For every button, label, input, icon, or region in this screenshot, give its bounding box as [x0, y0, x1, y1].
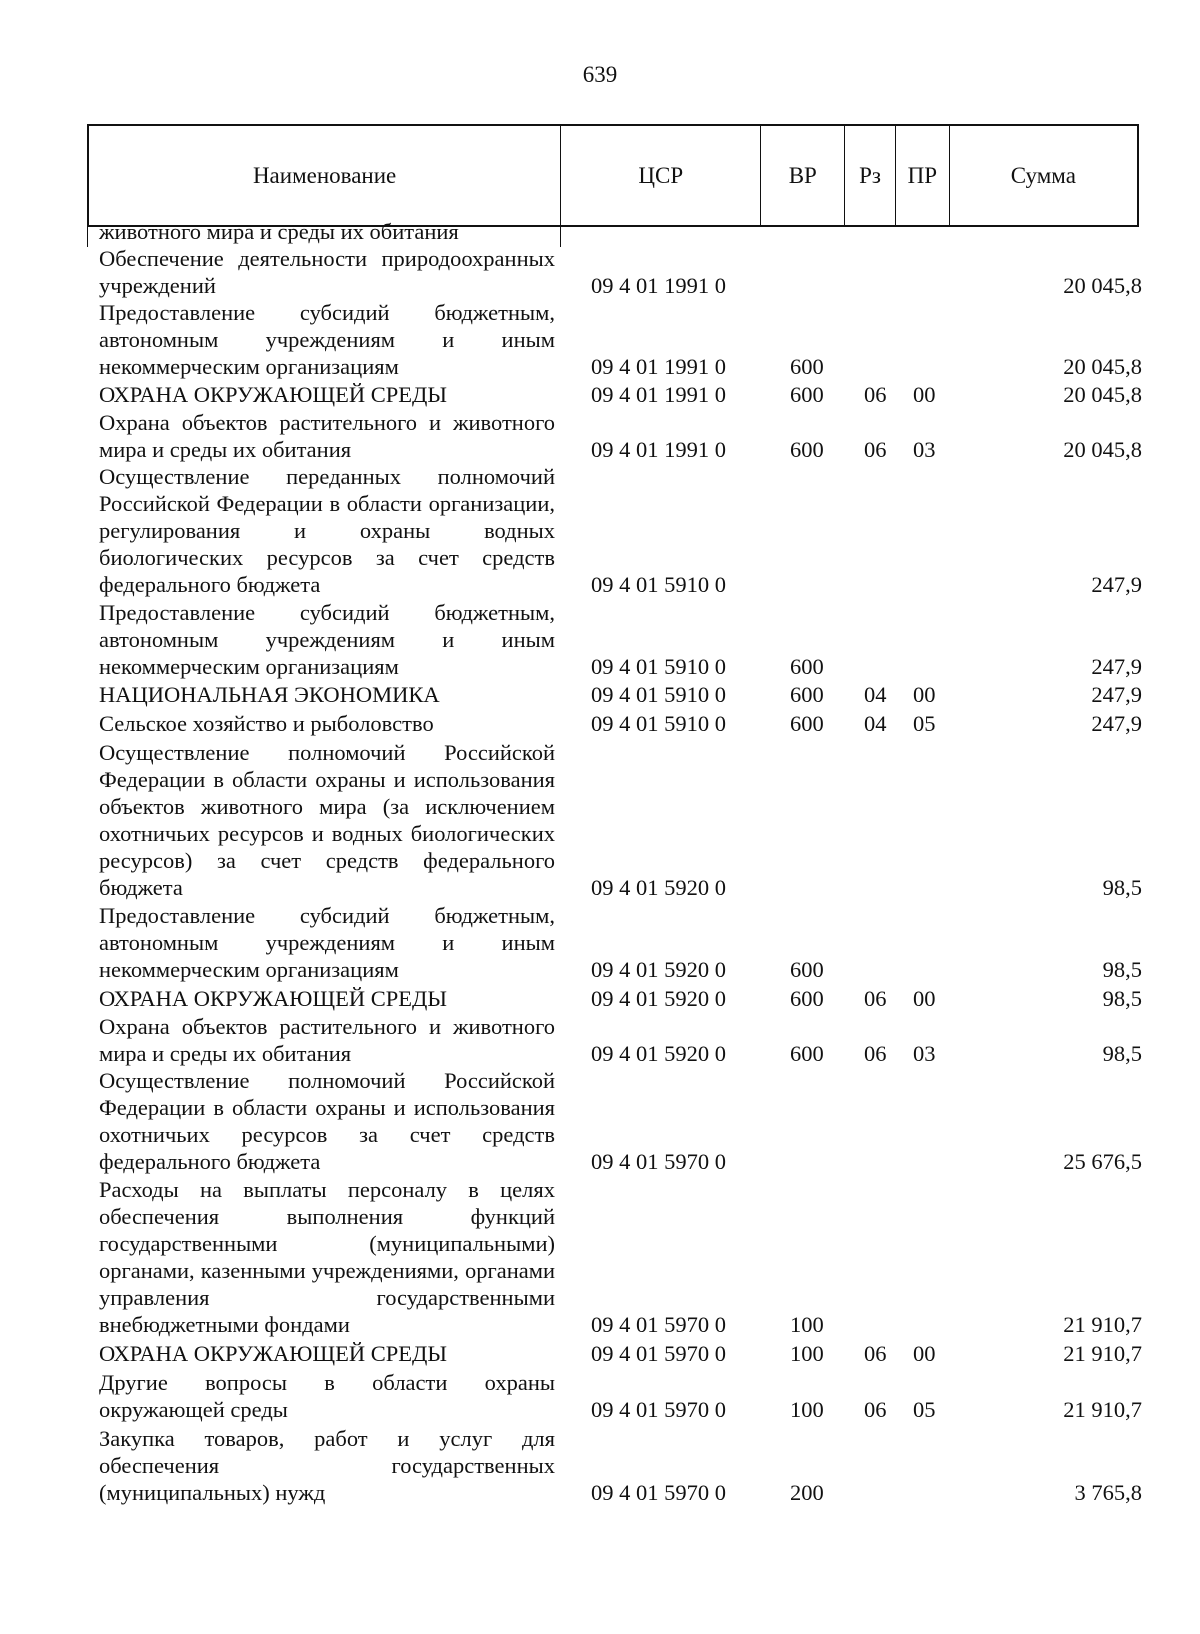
header-rz: Рз: [845, 126, 896, 225]
table-row: [0, 598, 1200, 680]
header-vr: ВР: [761, 126, 845, 225]
row-pr: 00: [913, 682, 936, 707]
row-csr: 09 4 01 1991 0: [591, 382, 726, 407]
row-pr: 03: [913, 1041, 936, 1066]
row-csr: 09 4 01 5920 0: [591, 1041, 726, 1066]
row-rz: 04: [864, 682, 887, 707]
row-pr: 05: [913, 1397, 936, 1422]
row-name: Предоставление субсидий бюджетным, автономным учреждениям и иным некоммерческим организациям: [99, 903, 555, 982]
table-row: [0, 680, 1200, 708]
row-sum: 20 045,8: [1063, 382, 1142, 407]
row-sum: 247,9: [1091, 711, 1142, 736]
row-name: Расходы на выплаты персоналу в целях обеспечения выполнения функций государственными (муниципальными) органами, казенными учреждениями, органами управления государственными внебюджетными фондами: [99, 1177, 555, 1337]
row-name: Предоставление субсидий бюджетным, автономным учреждениям и иным некоммерческим организациям: [99, 300, 555, 379]
table-row: [0, 901, 1200, 983]
header-csr: ЦСР: [561, 126, 761, 225]
row-name: Осуществление полномочий Российской Федерации в области охраны и использования объектов животного мира (за исключением охотничьих ресурсов и водных биологических ресурсов) за счет средств федерального бюджета: [99, 740, 555, 900]
row-sum: 21 910,7: [1063, 1341, 1142, 1366]
row-name: Обеспечение деятельности природоохранных учреждений: [99, 246, 555, 298]
row-pr: 00: [913, 1341, 936, 1366]
row-csr: 09 4 01 5970 0: [591, 1341, 726, 1366]
row-name: Охрана объектов растительного и животного мира и среды их обитания: [99, 1014, 555, 1066]
row-name: Осуществление полномочий Российской Федерации в области охраны и использования охотничьих ресурсов за счет средств федерального бюджета: [99, 1068, 555, 1174]
row-pr: 03: [913, 437, 936, 462]
row-sum: 247,9: [1091, 572, 1142, 597]
row-sum: 3 765,8: [1074, 1480, 1142, 1505]
row-rz: 06: [864, 1341, 887, 1366]
row-vr: 100: [790, 1397, 824, 1422]
table-row: [0, 380, 1200, 408]
row-csr: 09 4 01 1991 0: [591, 273, 726, 298]
row-csr: 09 4 01 5910 0: [591, 572, 726, 597]
row-csr: 09 4 01 5920 0: [591, 986, 726, 1011]
row-name: животного мира и среды их обитания: [99, 219, 459, 244]
row-name: ОХРАНА ОКРУЖАЮЩЕЙ СРЕДЫ: [99, 986, 447, 1011]
row-vr: 200: [790, 1480, 824, 1505]
row-sum: 20 045,8: [1063, 354, 1142, 379]
table-row: [0, 218, 1200, 245]
page-number: 639: [582, 62, 618, 87]
row-vr: 600: [790, 354, 824, 379]
row-vr: 600: [790, 682, 824, 707]
table-row: [0, 983, 1200, 1012]
row-csr: 09 4 01 5910 0: [591, 711, 726, 736]
row-vr: 600: [790, 1041, 824, 1066]
row-csr: 09 4 01 5920 0: [591, 957, 726, 982]
row-name: Предоставление субсидий бюджетным, автономным учреждениям и иным некоммерческим организациям: [99, 600, 555, 679]
row-sum: 20 045,8: [1063, 273, 1142, 298]
row-name: НАЦИОНАЛЬНАЯ ЭКОНОМИКА: [99, 682, 440, 707]
row-vr: 600: [790, 986, 824, 1011]
row-pr: 05: [913, 711, 936, 736]
row-csr: 09 4 01 5910 0: [591, 682, 726, 707]
row-name: Осуществление переданных полномочий Российской Федерации в области организации, регулирования и охраны водных биологических ресурсов за счет средств федерального бюджета: [99, 464, 555, 597]
table-row: [0, 463, 1200, 598]
row-vr: 100: [790, 1341, 824, 1366]
row-sum: 98,5: [1102, 1041, 1142, 1066]
row-name: ОХРАНА ОКРУЖАЮЩЕЙ СРЕДЫ: [99, 1341, 447, 1366]
row-rz: 06: [864, 382, 887, 407]
row-csr: 09 4 01 1991 0: [591, 437, 726, 462]
row-name: Сельское хозяйство и рыболовство: [99, 711, 434, 736]
table-row: [0, 1338, 1200, 1367]
row-rz: 04: [864, 711, 887, 736]
table-row: [0, 1367, 1200, 1423]
table-row: [0, 408, 1200, 463]
row-sum: 98,5: [1102, 957, 1142, 982]
table-row: [0, 1423, 1200, 1506]
row-sum: 247,9: [1091, 682, 1142, 707]
table-row: [0, 1175, 1200, 1338]
row-sum: 247,9: [1091, 654, 1142, 679]
row-name: ОХРАНА ОКРУЖАЮЩЕЙ СРЕДЫ: [99, 382, 447, 407]
row-csr: 09 4 01 5910 0: [591, 654, 726, 679]
row-sum: 98,5: [1102, 986, 1142, 1011]
header-pr: ПР: [896, 126, 950, 225]
row-csr: 09 4 01 5970 0: [591, 1312, 726, 1337]
row-pr: 00: [913, 382, 936, 407]
table-row: [0, 245, 1200, 299]
row-sum: 21 910,7: [1063, 1312, 1142, 1337]
table-row: [0, 299, 1200, 380]
table-row: [0, 1012, 1200, 1067]
header-name: Наименование: [89, 126, 561, 225]
row-name: Охрана объектов растительного и животного мира и среды их обитания: [99, 410, 555, 462]
row-rz: 06: [864, 437, 887, 462]
row-sum: 20 045,8: [1063, 437, 1142, 462]
row-sum: 25 676,5: [1063, 1149, 1142, 1174]
row-csr: 09 4 01 1991 0: [591, 354, 726, 379]
row-rz: 06: [864, 1397, 887, 1422]
table-row: [0, 737, 1200, 901]
row-vr: 100: [790, 1312, 824, 1337]
row-vr: 600: [790, 711, 824, 736]
table-row: [0, 708, 1200, 737]
row-csr: 09 4 01 5970 0: [591, 1149, 726, 1174]
row-sum: 98,5: [1102, 875, 1142, 900]
row-vr: 600: [790, 957, 824, 982]
row-pr: 00: [913, 986, 936, 1011]
row-sum: 21 910,7: [1063, 1397, 1142, 1422]
row-csr: 09 4 01 5970 0: [591, 1397, 726, 1422]
row-rz: 06: [864, 1041, 887, 1066]
table-row: [0, 1067, 1200, 1175]
row-name: Закупка товаров, работ и услуг для обеспечения государственных (муниципальных) нужд: [99, 1426, 555, 1505]
row-name: Другие вопросы в области охраны окружающей среды: [99, 1370, 555, 1422]
row-vr: 600: [790, 382, 824, 407]
row-vr: 600: [790, 654, 824, 679]
row-rz: 06: [864, 986, 887, 1011]
row-vr: 600: [790, 437, 824, 462]
row-csr: 09 4 01 5970 0: [591, 1480, 726, 1505]
header-sum: Сумма: [1010, 162, 1076, 188]
row-csr: 09 4 01 5920 0: [591, 875, 726, 900]
